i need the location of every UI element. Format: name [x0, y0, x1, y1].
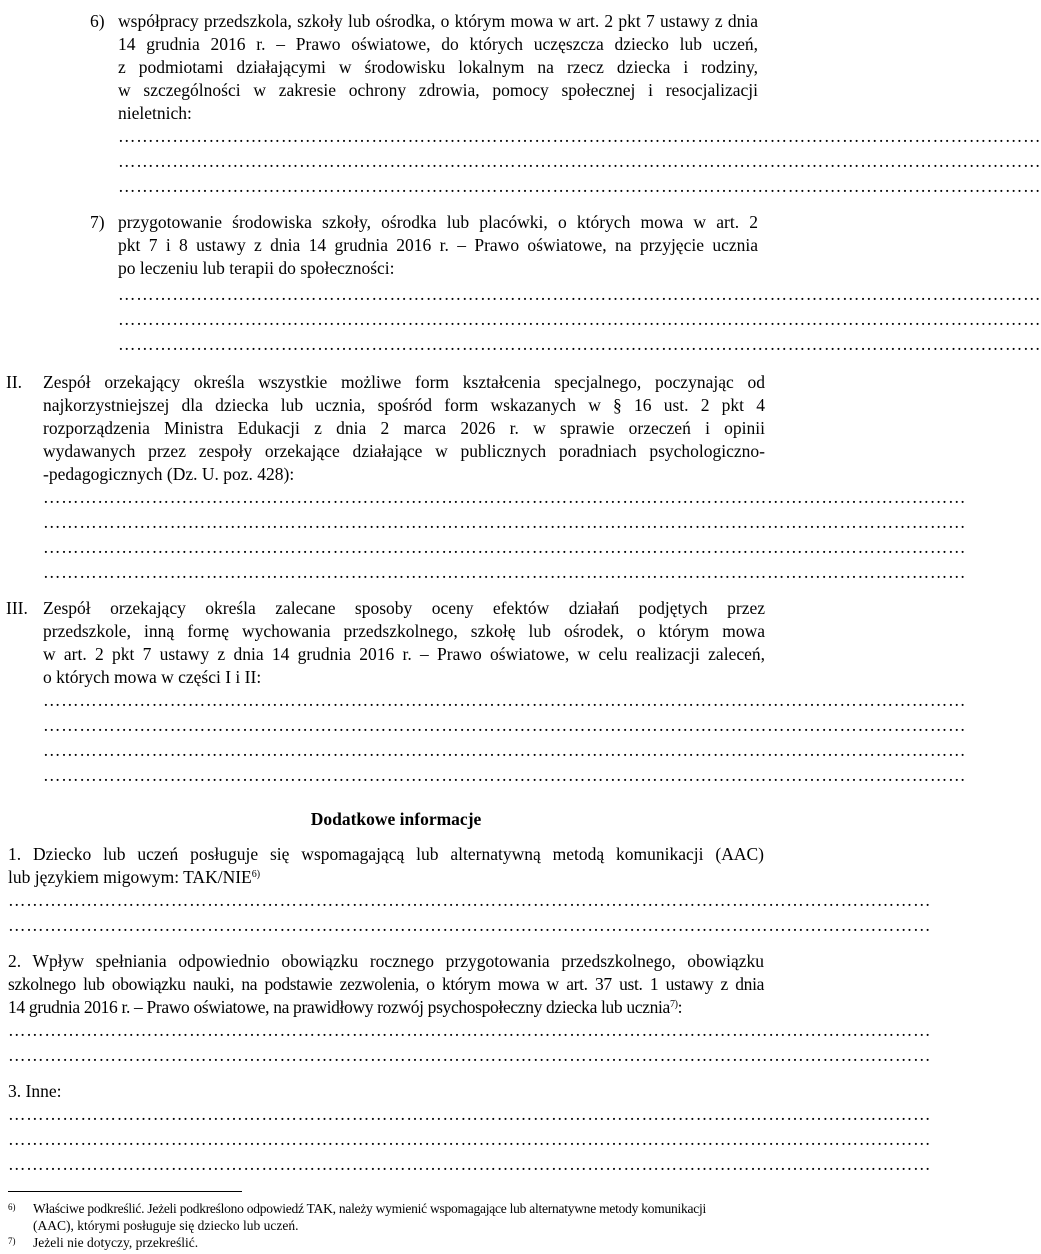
- footnote-ref-7: 7): [669, 999, 678, 1010]
- section-2-line-4: wydawanych przez zespoły orzekające działające w publicznych poradniach psychologiczno-: [43, 441, 765, 461]
- section-2-answer-line[interactable]: ………………………………………………………………………………………………………………………………………: [43, 512, 967, 532]
- footnote-7-mark: 7): [8, 1236, 16, 1246]
- q3-answer-line[interactable]: ………………………………………………………………………………………………………………………………………: [8, 1129, 932, 1149]
- item-6-line-4: w szczególności w zakresie ochrony zdrowia, pomocy społecznej i resocjalizacji: [118, 80, 758, 100]
- additional-info-heading: Dodatkowe informacje: [310, 809, 482, 829]
- section-2-line-1: Zespół orzekający określa wszystkie możliwe form kształcenia specjalnego, poczynając od: [43, 372, 765, 392]
- section-3-answer-line[interactable]: ………………………………………………………………………………………………………………………………………: [43, 715, 967, 735]
- q1-line-2: [8, 866, 764, 889]
- section-2-answer-line[interactable]: ………………………………………………………………………………………………………………………………………: [43, 562, 967, 582]
- item-7-line-3: po leczeniu lub terapii do społeczności:: [118, 258, 395, 278]
- q2-line-1: 2. Wpływ spełniania odpowiednio obowiązku rocznego przygotowania przedszkolnego, obowiązku: [8, 951, 764, 971]
- q2-line-3-text: 14 grudnia 2016 r. – Prawo oświatowe, na prawidłowy rozwój psychospołeczny dziecka lub ucznia: [8, 997, 670, 1017]
- footnote-separator: [8, 1191, 242, 1192]
- footnote-6-line-2: (AAC), którymi posługuje się dziecko lub uczeń.: [33, 1218, 299, 1233]
- item-6-line-1: współpracy przedszkola, szkoły lub ośrodka, o którym mowa w art. 2 pkt 7 ustawy z dnia: [118, 11, 758, 31]
- q3-answer-line[interactable]: ………………………………………………………………………………………………………………………………………: [8, 1154, 932, 1174]
- footnote-7-line-1: Jeżeli nie dotyczy, przekreślić.: [33, 1235, 199, 1250]
- item-6-answer-line[interactable]: ………………………………………………………………………………………………………………………………………: [118, 126, 1041, 146]
- section-2-answer-line[interactable]: ………………………………………………………………………………………………………………………………………: [43, 487, 967, 507]
- section-3-answer-line[interactable]: ………………………………………………………………………………………………………………………………………: [43, 740, 967, 760]
- footnote-ref-6: 6): [251, 869, 261, 880]
- section-2-line-3: rozporządzenia Ministra Edukacji z dnia 2 marca 2026 r. w sprawie orzeczeń i opinii: [43, 418, 765, 438]
- item-7-answer-line[interactable]: ………………………………………………………………………………………………………………………………………: [118, 334, 1041, 354]
- item-6-answer-line[interactable]: ………………………………………………………………………………………………………………………………………: [118, 151, 1041, 171]
- q2-line-2: szkolnego lub obowiązku nauki, na podstawie zezwolenia, o którym mowa w art. 37 ust. 1 ustawy z dnia: [8, 974, 764, 994]
- section-3-line-2: przedszkole, inną formę wychowania przedszkolnego, szkołę lub ośrodek, o którym mowa: [43, 621, 765, 641]
- section-3-answer-line[interactable]: ………………………………………………………………………………………………………………………………………: [43, 690, 967, 710]
- item-6-answer-line[interactable]: ………………………………………………………………………………………………………………………………………: [118, 176, 1041, 196]
- item-6-line-5: nieletnich:: [118, 103, 192, 123]
- q1-answer-line[interactable]: ………………………………………………………………………………………………………………………………………: [8, 915, 932, 935]
- section-3-answer-line[interactable]: ………………………………………………………………………………………………………………………………………: [43, 765, 967, 785]
- item-7-answer-line[interactable]: ………………………………………………………………………………………………………………………………………: [118, 309, 1041, 329]
- section-2-line-2: najkorzystniejszej dla dziecka lub ucznia, spośród form wskazanych w § 16 ust. 2 pkt 4: [43, 395, 765, 415]
- section-2-number: II.: [6, 372, 23, 392]
- footnote-6-line-1: Właściwe podkreślić. Jeżeli podkreślono odpowiedź TAK, należy wymienić wspomagające lub alternatywne metody komunikacji: [33, 1201, 706, 1216]
- item-6-number: 6): [90, 11, 105, 31]
- item-7-number: 7): [90, 212, 105, 232]
- item-7-line-1: przygotowanie środowiska szkoły, ośrodka lub placówki, o których mowa w art. 2: [118, 212, 758, 232]
- q3-answer-line[interactable]: ………………………………………………………………………………………………………………………………………: [8, 1104, 932, 1124]
- q1-answer-line[interactable]: ………………………………………………………………………………………………………………………………………: [8, 890, 932, 910]
- section-2-line-5: -pedagogicznych (Dz. U. poz. 428):: [43, 464, 295, 484]
- section-3-line-1: Zespół orzekający określa zalecane sposoby oceny efektów działań podjętych przez: [43, 598, 765, 618]
- footnote-6-mark: 6): [8, 1202, 16, 1212]
- section-3-line-3: w art. 2 pkt 7 ustawy z dnia 14 grudnia 2016 r. – Prawo oświatowe, w celu realizacji zaleceń,: [43, 644, 765, 664]
- q2-answer-line[interactable]: ………………………………………………………………………………………………………………………………………: [8, 1045, 932, 1065]
- section-3-line-4: o których mowa w części I i II:: [43, 667, 262, 687]
- q3-label: 3. Inne:: [8, 1081, 62, 1101]
- section-2-answer-line[interactable]: ………………………………………………………………………………………………………………………………………: [43, 537, 967, 557]
- item-6-line-3: z podmiotami działającymi w środowisku lokalnym na rzecz dziecka i rodziny,: [118, 57, 758, 77]
- item-7-line-2: pkt 7 i 8 ustawy z dnia 14 grudnia 2016 r. – Prawo oświatowe, na przyjęcie ucznia: [118, 235, 758, 255]
- q2-answer-line[interactable]: ………………………………………………………………………………………………………………………………………: [8, 1020, 932, 1040]
- q2-line-3: [8, 996, 768, 1019]
- q1-line-2-text: lub językiem migowym: TAK/NIE: [8, 867, 252, 887]
- q1-line-1: 1. Dziecko lub uczeń posługuje się wspomagającą lub alternatywną metodą komunikacji (AAC): [8, 844, 764, 864]
- item-6-line-2: 14 grudnia 2016 r. – Prawo oświatowe, do których uczęszcza dziecko lub uczeń,: [118, 34, 758, 54]
- section-3-number: III.: [6, 598, 28, 618]
- q2-line-3-colon: :: [677, 997, 683, 1017]
- item-7-answer-line[interactable]: ………………………………………………………………………………………………………………………………………: [118, 284, 1041, 304]
